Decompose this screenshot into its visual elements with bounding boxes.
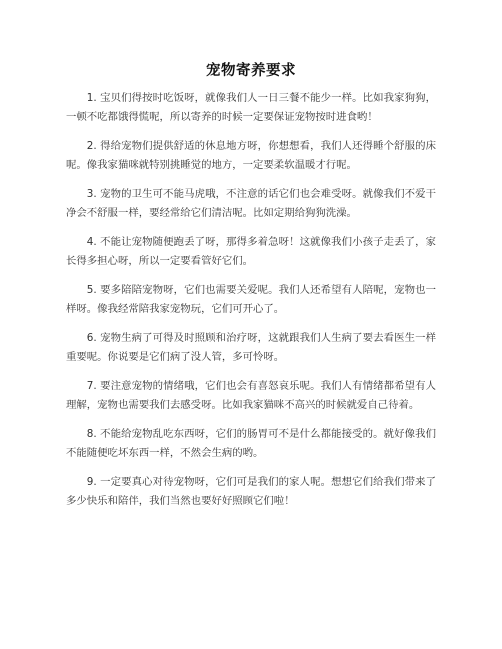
paragraph-6: 6. 宠物生病了可得及时照顾和治疗呀，这就跟我们人生病了要去看医生一样重要呢。你说要是它们病了没人管，多可怜呀。 (66, 332, 436, 363)
paragraph-4: 4. 不能让宠物随便跑丢了呀，那得多着急呀！这就像我们小孩子走丢了，家长得多担心呀，所以一定要看管好它们。 (66, 236, 436, 267)
paragraph-3: 3. 宠物的卫生可不能马虎哦，不注意的话它们也会难受呀。就像我们不爱干净会不舒服一样，要经常给它们清洁呢。比如定期给狗狗洗澡。 (66, 188, 436, 219)
paragraph-9: 9. 一定要真心对待宠物呀，它们可是我们的家人呢。想想它们给我们带来了多少快乐和陪伴，我们当然也要好好照顾它们啦！ (66, 476, 436, 507)
paragraph-1: 1. 宝贝们得按时吃饭呀，就像我们人一日三餐不能少一样。比如我家狗狗，一顿不吃都饿得慌呢，所以寄养的时候一定要保证宠物按时进食哟！ (66, 92, 436, 123)
paragraph-2: 2. 得给宠物们提供舒适的休息地方呀，你想想看，我们人还得睡个舒服的床呢。像我家猫咪就特别挑睡觉的地方，一定要柔软温暖才行呢。 (66, 140, 436, 171)
paragraph-8: 8. 不能给宠物乱吃东西呀，它们的肠胃可不是什么都能接受的。就好像我们不能随便吃坏东西一样，不然会生病的哟。 (66, 428, 436, 459)
paragraph-7: 7. 要注意宠物的情绪哦，它们也会有喜怒哀乐呢。我们人有情绪都希望有人理解，宠物也需要我们去感受呀。比如我家猫咪不高兴的时候就爱自己待着。 (66, 380, 436, 411)
document-title: 宠物寄养要求 (206, 63, 296, 79)
paragraph-5: 5. 要多陪陪宠物呀，它们也需要关爱呢。我们人还希望有人陪呢，宠物也一样呀。像我经常陪我家宠物玩，它们可开心了。 (66, 284, 436, 315)
